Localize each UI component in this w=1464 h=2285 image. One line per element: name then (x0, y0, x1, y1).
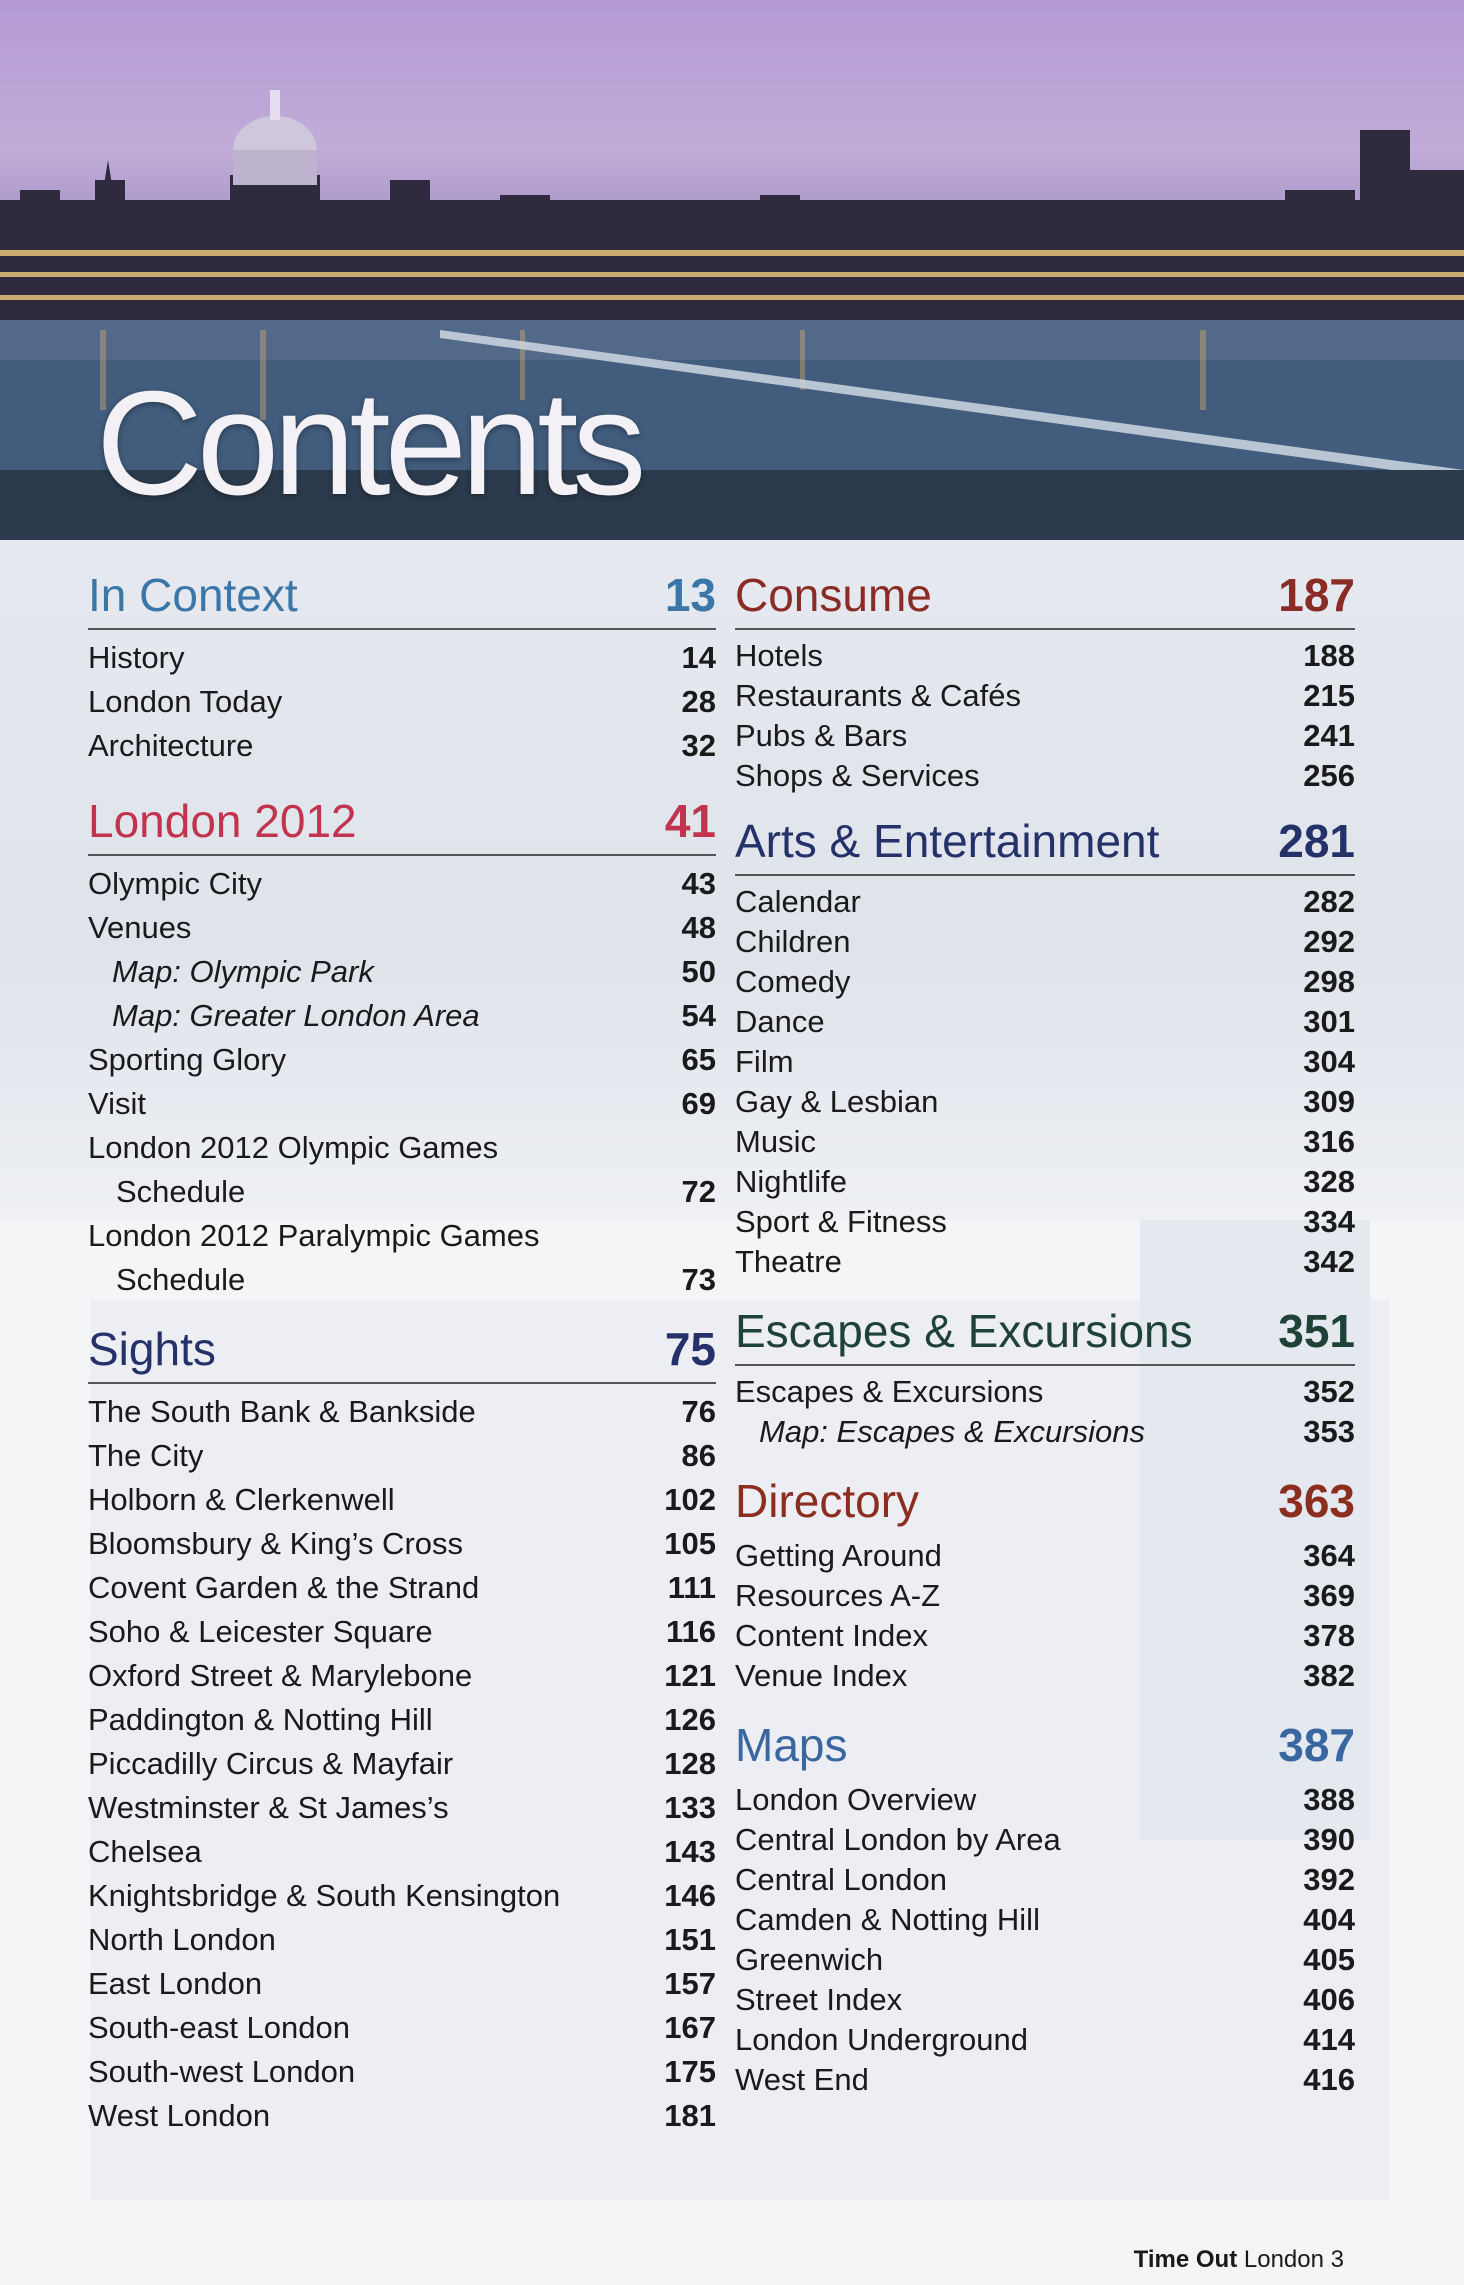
entry-label: The South Bank & Bankside (88, 1394, 476, 1429)
toc-entry[interactable] (88, 680, 716, 724)
entry-label: Getting Around (735, 1538, 942, 1573)
entry-page: 328 (1303, 1164, 1355, 1199)
toc-entry[interactable] (735, 676, 1355, 716)
toc-entry[interactable] (735, 1980, 1355, 2020)
entry-label: Oxford Street & Marylebone (88, 1658, 473, 1693)
entry-page: 382 (1303, 1658, 1355, 1693)
entry-label: Map: Greater London Area (112, 998, 480, 1033)
entry-label: Paddington & Notting Hill (88, 1702, 433, 1737)
toc-entry[interactable] (735, 1202, 1355, 1242)
toc-entry[interactable] (88, 2094, 716, 2138)
entry-label: Street Index (735, 1982, 903, 2017)
entry-page: 301 (1303, 1004, 1355, 1039)
entry-page: 133 (664, 1790, 716, 1825)
entry-label: West End (735, 2062, 869, 2097)
entry-page: 157 (664, 1966, 716, 2001)
toc-entry[interactable] (88, 1434, 716, 1478)
toc-entry[interactable] (735, 1122, 1355, 1162)
entry-label: History (88, 640, 185, 675)
entry-page: 334 (1303, 1204, 1355, 1239)
section-maps (735, 1719, 1355, 2100)
header-photo (0, 0, 1464, 540)
toc-entry[interactable] (88, 1698, 716, 1742)
entry-label: Restaurants & Cafés (735, 678, 1022, 713)
toc-entry[interactable] (735, 636, 1355, 676)
section-heading (735, 1475, 1355, 1536)
entry-page: 414 (1303, 2022, 1355, 2057)
entry-label: Bloomsbury & King’s Cross (88, 1526, 464, 1561)
entry-page: 404 (1303, 1902, 1355, 1937)
toc-entry[interactable] (88, 1610, 716, 1654)
section-sights (88, 1323, 716, 2138)
entry-label: Schedule (116, 1262, 246, 1297)
entry-label: Content Index (735, 1618, 929, 1653)
entry-label: Greenwich (735, 1942, 884, 1977)
toc-entry[interactable] (735, 1940, 1355, 1980)
toc-entry[interactable] (88, 1830, 716, 1874)
section-heading (735, 569, 1355, 630)
toc-entry[interactable] (88, 1962, 716, 2006)
toc-entry[interactable] (735, 1780, 1355, 1820)
entry-label: Central London (735, 1862, 947, 1897)
toc-entry[interactable] (735, 882, 1355, 922)
toc-entry[interactable] (735, 1536, 1355, 1576)
entry-page: 309 (1303, 1084, 1355, 1119)
left-column (88, 560, 716, 2138)
section-page-number: 187 (1278, 569, 1355, 621)
entry-page: 378 (1303, 1618, 1355, 1653)
entry-page: 143 (664, 1834, 716, 1869)
section-title: Sights (88, 1323, 216, 1375)
section-page-number: 41 (664, 795, 716, 847)
entry-page: 111 (667, 1570, 716, 1605)
entry-label: Olympic City (88, 866, 262, 901)
toc-entry[interactable] (88, 1654, 716, 1698)
section-title: In Context (88, 569, 298, 621)
entry-page: 188 (1303, 638, 1355, 673)
entry-label: Gay & Lesbian (735, 1084, 939, 1119)
entry-page: 50 (681, 954, 716, 989)
toc-entry[interactable] (735, 756, 1355, 796)
entry-page: 43 (681, 866, 716, 901)
toc-entry[interactable] (88, 1742, 716, 1786)
right-column (735, 560, 1355, 2100)
entry-label: Venue Index (735, 1658, 908, 1693)
toc-entry[interactable] (735, 1576, 1355, 1616)
toc-entry[interactable] (735, 1082, 1355, 1122)
section-heading (88, 569, 716, 630)
entry-page: 405 (1303, 1942, 1355, 1977)
section-escapes-excursions (735, 1305, 1355, 1452)
toc-entry[interactable] (88, 906, 716, 950)
entry-page: 126 (664, 1702, 716, 1737)
entry-label: Covent Garden & the Strand (88, 1570, 480, 1605)
entry-label: East London (88, 1966, 263, 2001)
entry-label: Visit (88, 1086, 147, 1121)
entry-page: 342 (1303, 1244, 1355, 1279)
entry-label: Hotels (735, 638, 823, 673)
section-items (88, 862, 716, 1302)
entry-page: 316 (1303, 1124, 1355, 1159)
entry-page: 28 (681, 684, 716, 719)
footer-text: London 3 (1243, 2246, 1344, 2273)
toc-entry[interactable] (735, 1820, 1355, 1860)
section-items (735, 882, 1355, 1282)
entry-label: Children (735, 924, 851, 959)
toc-entry[interactable] (735, 922, 1355, 962)
toc-entry[interactable] (88, 1126, 716, 1170)
toc-entry[interactable] (735, 962, 1355, 1002)
toc-entry[interactable] (88, 1522, 716, 1566)
toc-entry[interactable] (88, 1170, 716, 1214)
entry-page: 364 (1303, 1538, 1355, 1573)
section-directory (735, 1475, 1355, 1696)
section-heading (735, 1305, 1355, 1366)
section-title: Escapes & Excursions (735, 1305, 1193, 1357)
toc-entry[interactable] (88, 1478, 716, 1522)
page-title: Contents (96, 361, 641, 526)
entry-label: Venues (88, 910, 192, 945)
entry-page: 102 (664, 1482, 716, 1517)
section-items (735, 1536, 1355, 1696)
toc-entry[interactable] (735, 1860, 1355, 1900)
entry-page: 181 (664, 2098, 716, 2133)
section-page-number: 281 (1278, 815, 1355, 867)
section-consume (735, 569, 1355, 796)
entry-label: Piccadilly Circus & Mayfair (88, 1746, 454, 1781)
entry-label: Film (735, 1044, 794, 1079)
entry-page: 86 (681, 1438, 716, 1473)
entry-page: 76 (681, 1394, 716, 1429)
section-page-number: 387 (1278, 1719, 1355, 1771)
toc-entry[interactable] (735, 2060, 1355, 2100)
entry-page: 72 (681, 1174, 716, 1209)
section-items (88, 1390, 716, 2138)
entry-page: 65 (681, 1042, 716, 1077)
entry-label: Map: Olympic Park (112, 954, 374, 989)
entry-page: 54 (681, 998, 716, 1033)
toc-entry[interactable] (88, 1390, 716, 1434)
entry-label: South-west London (88, 2054, 356, 2089)
entry-page: 282 (1303, 884, 1355, 919)
toc-entry[interactable] (88, 1566, 716, 1610)
toc-entry[interactable] (88, 1786, 716, 1830)
toc-entry[interactable] (88, 2006, 716, 2050)
section-arts-entertainment (735, 815, 1355, 1282)
toc-entry[interactable] (735, 1656, 1355, 1696)
section-title: Arts & Entertainment (735, 815, 1160, 867)
entry-label: Architecture (88, 728, 254, 763)
entry-page: 388 (1303, 1782, 1355, 1817)
entry-label: London 2012 Paralympic Games (88, 1218, 540, 1253)
entry-label: Dance (735, 1004, 825, 1039)
entry-page: 369 (1303, 1578, 1355, 1613)
toc-entry[interactable] (735, 1412, 1355, 1452)
entry-label: Schedule (116, 1174, 246, 1209)
toc-entry[interactable] (735, 1242, 1355, 1282)
section-heading (735, 1719, 1355, 1780)
entry-page: 256 (1303, 758, 1355, 793)
toc-entry[interactable] (735, 1002, 1355, 1042)
entry-label: Escapes & Excursions (735, 1374, 1044, 1409)
toc-entry[interactable] (88, 636, 716, 680)
entry-label: Holborn & Clerkenwell (88, 1482, 395, 1517)
entry-label: Map: Escapes & Excursions (759, 1414, 1145, 1449)
toc-entry[interactable] (88, 1082, 716, 1126)
entry-label: Central London by Area (735, 1822, 1061, 1857)
toc-entry[interactable] (88, 2050, 716, 2094)
toc-entry[interactable] (735, 1042, 1355, 1082)
section-heading (88, 795, 716, 856)
entry-label: North London (88, 1922, 276, 1957)
section-heading (735, 815, 1355, 876)
entry-page: 105 (664, 1526, 716, 1561)
entry-page: 128 (664, 1746, 716, 1781)
entry-page: 151 (664, 1922, 716, 1957)
entry-page: 121 (664, 1658, 716, 1693)
entry-label: Sporting Glory (88, 1042, 287, 1077)
entry-page: 352 (1303, 1374, 1355, 1409)
entry-label: Pubs & Bars (735, 718, 908, 753)
entry-page: 167 (664, 2010, 716, 2045)
entry-label: Soho & Leicester Square (88, 1614, 433, 1649)
toc-entry[interactable] (88, 994, 716, 1038)
toc-entry[interactable] (88, 1214, 716, 1258)
section-items (88, 636, 716, 768)
entry-label: Shops & Services (735, 758, 980, 793)
toc-entry[interactable] (88, 1258, 716, 1302)
toc-entry[interactable] (88, 862, 716, 906)
section-items (735, 1780, 1355, 2100)
entry-label: West London (88, 2098, 271, 2133)
entry-label: The City (88, 1438, 204, 1473)
entry-label: Sport & Fitness (735, 1204, 947, 1239)
entry-page: 298 (1303, 964, 1355, 999)
toc-entry[interactable] (88, 724, 716, 768)
toc-entry[interactable] (735, 2020, 1355, 2060)
section-page-number: 351 (1278, 1305, 1355, 1357)
entry-label: South-east London (88, 2010, 350, 2045)
section-in-context (88, 569, 716, 768)
entry-page: 392 (1303, 1862, 1355, 1897)
toc-entry[interactable] (88, 1918, 716, 1962)
section-title: London 2012 (88, 795, 357, 847)
entry-page: 215 (1303, 678, 1355, 713)
toc-entry[interactable] (735, 716, 1355, 756)
section-london-2012 (88, 795, 716, 1302)
toc-entry[interactable] (735, 1900, 1355, 1940)
toc-entry[interactable] (88, 1874, 716, 1918)
entry-page: 14 (681, 640, 716, 675)
entry-page: 292 (1303, 924, 1355, 959)
entry-page: 406 (1303, 1982, 1355, 2017)
entry-page: 48 (681, 910, 716, 945)
entry-label: London 2012 Olympic Games (88, 1130, 499, 1165)
section-title: Consume (735, 569, 932, 621)
section-heading (88, 1323, 716, 1384)
entry-label: Nightlife (735, 1164, 847, 1199)
toc-entry[interactable] (735, 1162, 1355, 1202)
toc-entry[interactable] (88, 950, 716, 994)
section-items (735, 1372, 1355, 1452)
page-footer (1134, 2246, 1344, 2274)
entry-label: London Today (88, 684, 283, 719)
entry-label: Knightsbridge & South Kensington (88, 1878, 561, 1913)
entry-page: 390 (1303, 1822, 1355, 1857)
section-page-number: 363 (1278, 1475, 1355, 1527)
entry-page: 32 (681, 728, 716, 763)
entry-page: 69 (681, 1086, 716, 1121)
entry-page: 116 (665, 1614, 716, 1649)
entry-label: London Underground (735, 2022, 1029, 2057)
toc-entry[interactable] (735, 1616, 1355, 1656)
entry-page: 416 (1303, 2062, 1355, 2097)
section-page-number: 75 (664, 1323, 716, 1375)
entry-page: 241 (1303, 718, 1355, 753)
toc-entry[interactable] (735, 1372, 1355, 1412)
entry-label: Calendar (735, 884, 861, 919)
footer-brand: Time Out (1133, 2246, 1238, 2273)
entry-page: 353 (1303, 1414, 1355, 1449)
entry-label: Resources A-Z (735, 1578, 941, 1613)
entry-label: Chelsea (88, 1834, 202, 1869)
section-title: Directory (735, 1475, 920, 1527)
entry-label: Comedy (735, 964, 851, 999)
entry-label: Westminster & St James’s (88, 1790, 449, 1825)
entry-page: 304 (1303, 1044, 1355, 1079)
section-items (735, 636, 1355, 796)
entry-page: 146 (664, 1878, 716, 1913)
entry-label: Camden & Notting Hill (735, 1902, 1040, 1937)
toc-entry[interactable] (88, 1038, 716, 1082)
section-title: Maps (735, 1719, 848, 1771)
entry-page: 175 (664, 2054, 716, 2089)
section-page-number: 13 (664, 569, 716, 621)
entry-page: 73 (681, 1262, 716, 1297)
entry-label: London Overview (735, 1782, 977, 1817)
entry-label: Music (735, 1124, 816, 1159)
entry-label: Theatre (735, 1244, 842, 1279)
